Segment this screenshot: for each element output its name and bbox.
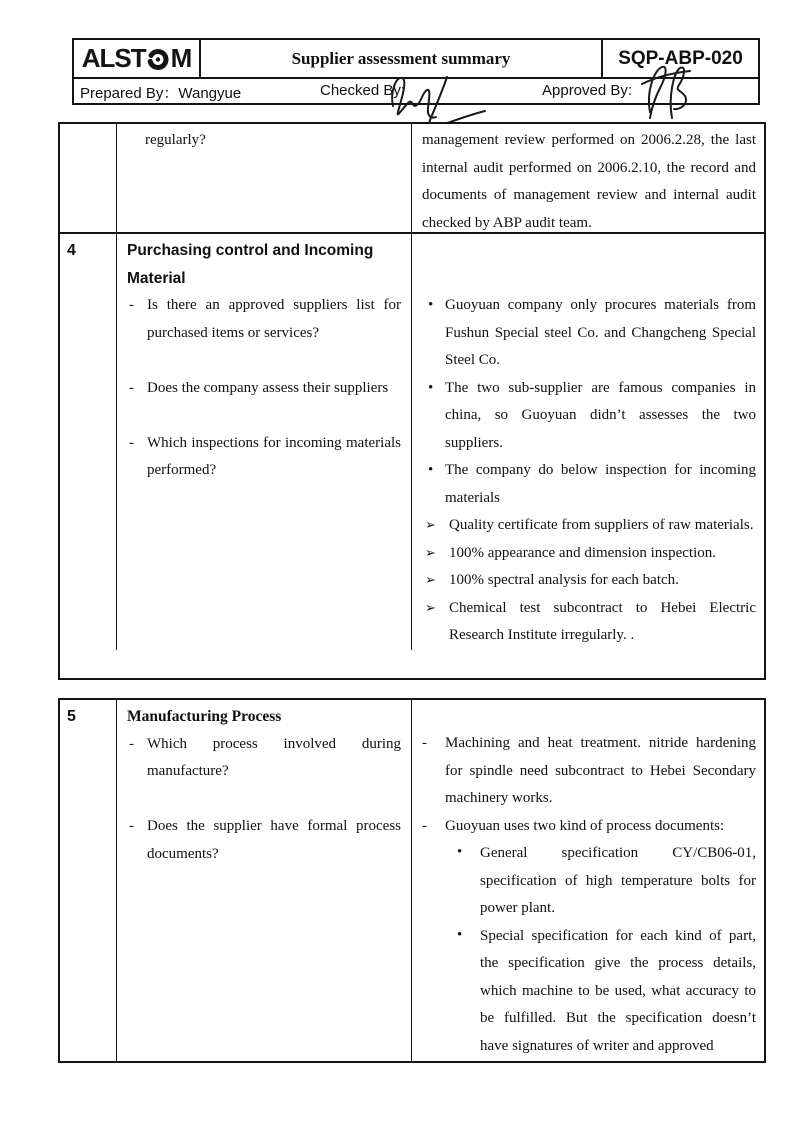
- question-item: [129, 430, 401, 485]
- question-item: [129, 292, 401, 347]
- row-number-cell: 5: [60, 700, 117, 1061]
- dash-marker: -: [129, 434, 134, 451]
- answer-text: management review performed on 2006.2.28, the last internal audit performed on 2006.2.10, the record and documents of management review and internal audit checked by ABP audit team.: [422, 132, 756, 231]
- prepared-by-label: Prepared By：: [80, 85, 179, 102]
- bullet-marker: •: [457, 844, 463, 860]
- alstom-logo-text: [82, 43, 192, 74]
- question-text: Which inspections for incoming materials performed?: [147, 434, 401, 478]
- row-number-cell: [60, 124, 117, 232]
- answer-text: The two sub-supplier are famous companies in china, so Guoyuan didn’t assesses the two suppliers.: [445, 379, 756, 451]
- alstom-logo: [74, 40, 201, 77]
- answer-cell: [412, 700, 764, 1061]
- inspection-text: 100% spectral analysis for each batch.: [449, 572, 679, 588]
- question-text: Is there an approved suppliers list for purchased items or services?: [147, 297, 401, 341]
- dash-marker: -: [129, 818, 134, 834]
- answer-text: Machining and heat treatment. nitride hardening for spindle need subcontract to Hebei Secondary machinery works.: [445, 735, 756, 806]
- answer-item: [428, 375, 756, 458]
- inspection-item: [425, 567, 756, 595]
- arrow-bullet-marker: ➢: [425, 573, 436, 588]
- question-item: [129, 731, 401, 786]
- answer-text: Guoyuan uses two kind of process documents:: [445, 817, 725, 834]
- header-signature-row: [74, 79, 758, 103]
- answer-text: The company do below inspection for incoming materials: [445, 462, 756, 506]
- dash-marker: -: [129, 735, 134, 752]
- answer-item: [422, 813, 756, 841]
- checked-by-label: Checked By:: [320, 82, 406, 99]
- question-text: regularly?: [145, 132, 206, 148]
- question-cell: [117, 124, 412, 232]
- table-row-4: [60, 234, 764, 650]
- code-cell: [603, 40, 758, 77]
- inspection-item: [425, 540, 756, 568]
- inspection-text: Quality certificate from suppliers of raw materials.: [449, 517, 754, 533]
- assessment-table-block-2: [58, 698, 766, 1063]
- bullet-marker: •: [428, 297, 434, 313]
- question-text: Does the supplier have formal process documents?: [147, 818, 401, 862]
- assessment-table-block-1: [58, 122, 766, 680]
- logo-text-right: M: [170, 43, 192, 73]
- process-doc-item: [457, 840, 756, 923]
- question-cell: [117, 234, 412, 650]
- inspection-text: Chemical test subcontract to Hebei Electric Research Institute irregularly. .: [449, 599, 756, 643]
- bullet-marker: •: [428, 379, 434, 396]
- row-number-cell: 4: [60, 234, 117, 650]
- dash-marker: -: [129, 379, 134, 396]
- bullet-marker: •: [457, 926, 463, 943]
- prepared-by-value: Wangyue: [178, 85, 242, 102]
- question-text: Does the company assess their suppliers: [147, 379, 389, 396]
- question-item: [129, 375, 401, 403]
- approved-by-label: Approved By:: [542, 82, 633, 99]
- process-doc-text: Special specification for each kind of part, the specification give the process details, which machine to be used, what accuracy to be fulfilled. But the specification doesn’t have signatures of writer and approved: [480, 927, 756, 1054]
- prepared-by-field: [80, 82, 241, 103]
- dash-marker: -: [422, 817, 427, 834]
- question-text: Which process involved during manufacture?: [147, 735, 401, 779]
- answer-item: [428, 292, 756, 375]
- question-cell: [117, 700, 412, 1061]
- inspection-text: 100% appearance and dimension inspection.: [449, 544, 716, 561]
- bullet-marker: •: [428, 462, 434, 478]
- answer-text: Guoyuan company only procures materials from Fushun Special steel Co. and Changcheng Special Steel Co.: [445, 297, 756, 368]
- section-heading: Purchasing control and Incoming Material: [127, 242, 374, 287]
- process-doc-item: [457, 923, 756, 1061]
- process-doc-text: General specification CY/CB06-01, specification of high temperature bolts for power plant.: [480, 845, 756, 916]
- arrow-bullet-marker: ➢: [425, 518, 436, 533]
- header-title-row: [74, 40, 758, 79]
- answer-item: [422, 730, 756, 813]
- document-code: SQP-ABP-020: [618, 47, 743, 69]
- section-heading: Manufacturing Process: [127, 708, 282, 725]
- dash-marker: -: [129, 297, 134, 313]
- inspection-item: [425, 512, 756, 540]
- document-title: Supplier assessment summary: [291, 48, 511, 68]
- logo-text-left: ALST: [81, 43, 146, 73]
- answer-item: [428, 457, 756, 512]
- arrow-bullet-marker: ➢: [425, 600, 436, 616]
- inspection-item: [425, 595, 756, 650]
- table-row-5: [60, 700, 764, 1061]
- answer-cell: [412, 234, 764, 650]
- title-cell: [201, 40, 603, 77]
- answer-cell: [412, 124, 764, 232]
- dash-marker: -: [422, 735, 427, 751]
- document-header: [72, 38, 760, 105]
- arrow-bullet-marker: ➢: [425, 545, 436, 561]
- table-row-carryover: [60, 124, 764, 234]
- alstom-logo-o-icon: [146, 47, 170, 71]
- question-item: [129, 813, 401, 868]
